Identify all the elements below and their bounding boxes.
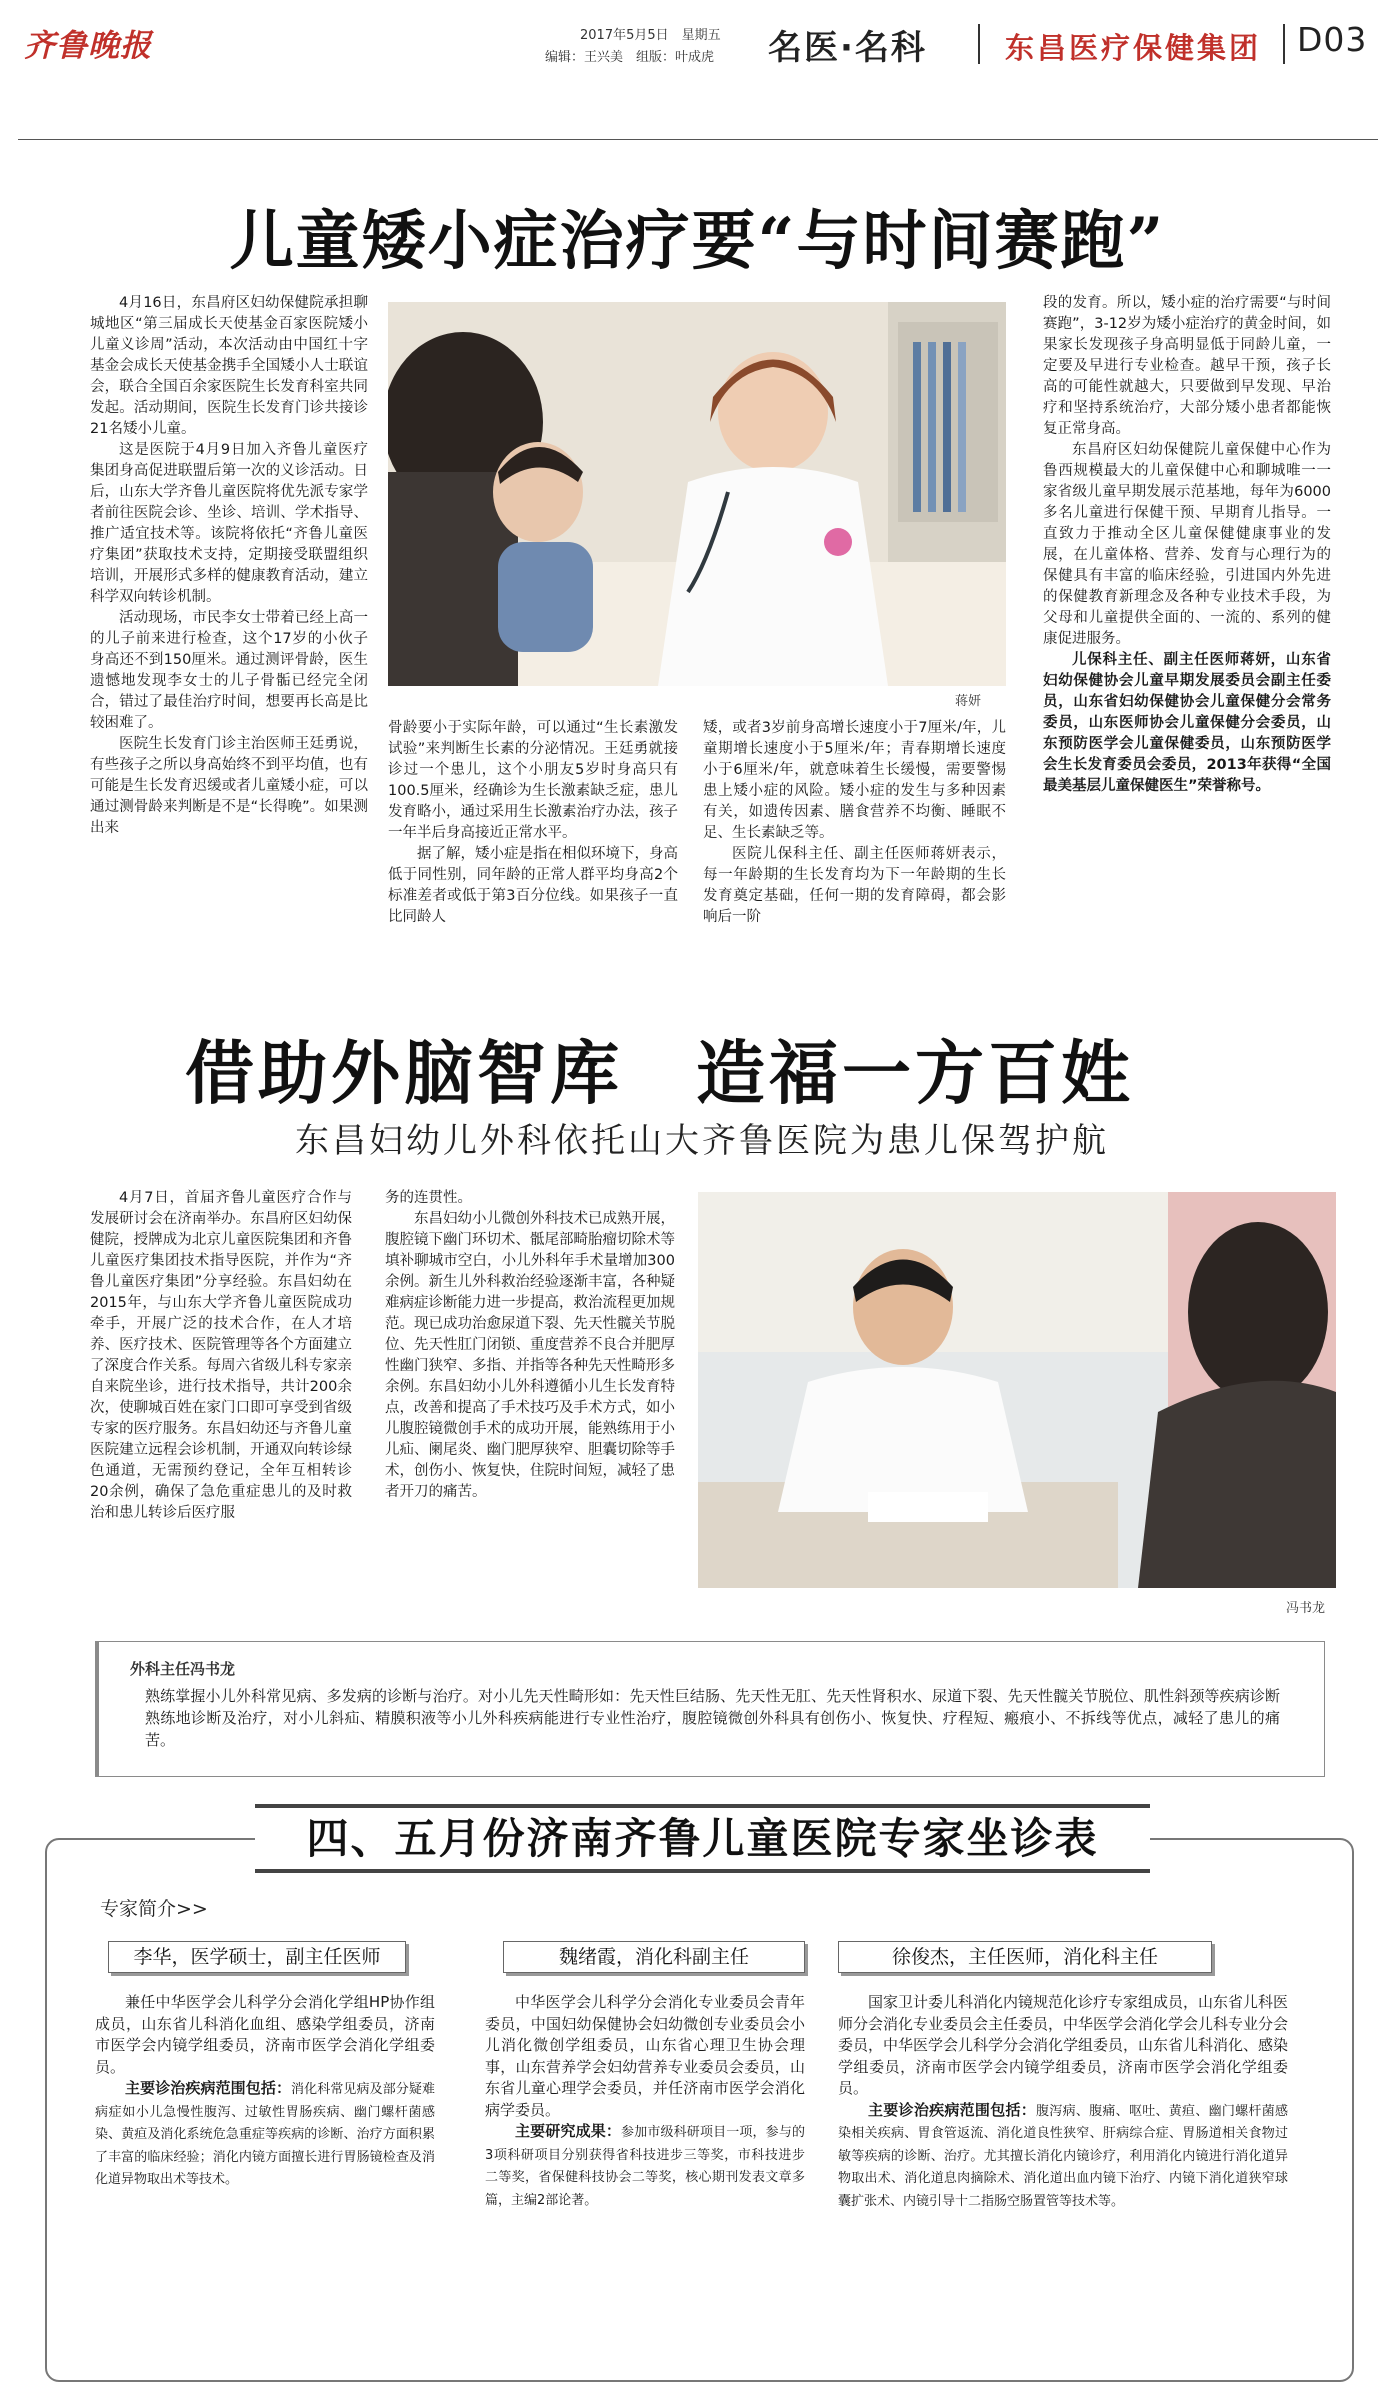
photo-credit: 冯书龙	[1286, 1601, 1326, 1616]
surgeon-consultation-photo	[698, 1192, 1336, 1588]
doctor-bio: 儿保科主任、副主任医师蒋妍，山东省妇幼保健协会儿童早期发展委员会副主任委员，山东省妇幼保健协会儿童保健分会常务委员，山东医师协会儿童保健分会委员，山东预防医学会儿童保健委员，山东预防医学会生长发育委员会委员，2013年获得“全国最美基层儿童保健医生”荣誉称号。	[1043, 652, 1331, 794]
article2-column-1	[90, 1188, 352, 1524]
paragraph: 活动现场，市民李女士带着已经上高一的儿子前来进行检查，这个17岁的小伙子身高还不到150厘米。通过测评骨龄，医生遗憾地发现李女士的儿子骨骺已经完全闭合，错过了最佳治疗时间，想要再长高是比较困难了。	[90, 610, 368, 731]
masthead-divider	[978, 24, 980, 64]
article1-headline: 儿童矮小症治疗要“与时间赛跑”	[229, 204, 1166, 279]
page-number: D03	[1297, 20, 1368, 59]
surgeon-profile-text	[145, 1685, 1280, 1751]
doctor-bio: 国家卫计委儿科消化内镜规范化诊疗专家组成员，山东省儿科医师分会消化专业委员会主任委员，中华医学会消化学会儿科专业分会委员，中华医学会儿科学分会消化学组委员，山东省儿科消化、感染学组委员，济南市医学会内镜学组委员，济南市医学会消化学组委员。	[838, 1993, 1289, 2097]
banner-rule	[255, 1869, 1150, 1873]
paragraph: 4月16日，东昌府区妇幼保健院承担聊城地区“第三届成长天使基金百家医院矮小儿童义诊周”活动，本次活动由中国红十字基金会成长天使基金携手全国矮小人士联谊会，联合全国百余家医院生长发育科室共同发起。活动期间，医院生长发育门诊共接诊21名矮小儿童。	[90, 295, 368, 437]
doctor-name-li-hua: 李华，医学硕士，副主任医师	[108, 1941, 406, 1973]
masthead-divider	[1283, 24, 1285, 64]
paragraph: 东昌妇幼小儿微创外科技术已成熟开展，腹腔镜下幽门环切术、骶尾部畸胎瘤切除术等填补聊城市空白，小儿外科年手术量增加300余例。新生儿外科救治经验逐渐丰富，各种疑难病症诊断能力进一步提高，救治流程更加规范。现已成功治愈尿道下裂、先天性髋关节脱位、先天性肛门闭锁、重度营养不良合并肥厚性幽门狭窄、多指、并指等各种先天性畸形多余例。东昌妇幼小儿外科遵循小儿生长发育特点，改善和提高了手术技巧及手术方式，如小儿腹腔镜微创手术的成功开展，能熟练用于小儿疝、阑尾炎、幽门肥厚狭窄、胆囊切除等手术，创伤小、恢复快，住院时间短，减轻了患者开刀的痛苦。	[385, 1211, 675, 1500]
issue-date: 2017年5月5日 星期五	[580, 28, 721, 43]
research-detail: 参加市级科研项目一项，参与的3项科研项目分别获得省科技进步三等奖，市科技进步二等奖，省保健科技协会二等奖，核心期刊发表文章多篇，主编2部论著。	[485, 2125, 805, 2208]
paragraph: 医院儿保科主任、副主任医师蒋妍表示，每一年龄期的生长发育均为下一年龄期的生长发育奠定基础，任何一期的发育障碍，都会影响后一阶	[703, 846, 1006, 925]
surgeon-profile-body: 熟练掌握小儿外科常见病、多发病的诊断与治疗。对小儿先天性畸形如：先天性巨结肠、先天性无肛、先天性肾积水、尿道下裂、先天性髋关节脱位、肌性斜颈等疾病诊断熟练地诊断及治疗，对小儿斜疝、精膜积液等小儿外科疾病能进行专业性治疗，腹腔镜微创外科具有创伤小、恢复快、疗程短、瘢痕小、不拆线等优点，减轻了患儿的痛苦。	[145, 1687, 1280, 1749]
article2-column-2	[385, 1188, 675, 1503]
article1-column-4	[1043, 293, 1331, 797]
photo-illustration	[388, 302, 1006, 686]
paragraph: 4月7日，首届齐鲁儿童医疗合作与发展研讨会在济南举办。东昌府区妇幼保健院，授牌成为北京儿童医院集团和齐鲁儿童医疗集团技术指导医院，并作为“齐鲁儿童医疗集团”分享经验。东昌妇幼在2015年，与山东大学齐鲁儿童医院成功牵手，开展广泛的技术合作，在人才培养、医疗技术、医院管理等各个方面建立了深度合作关系。每周六省级儿科专家亲自来院坐诊，进行技术指导，共计200余次，使聊城百姓在家门口即可享受到省级专家的医疗服务。东昌妇幼还与齐鲁儿童医院建立远程会诊机制，开通双向转诊绿色通道，无需预约登记，全年互相转诊20余例，确保了急危重症患儿的及时救治和患儿转诊后医疗服	[90, 1190, 352, 1521]
sponsor-name: 东昌医疗保健集团	[1005, 31, 1262, 65]
specialty-detail: 腹泻病、腹痛、呕吐、黄疸、幽门螺杆菌感染相关疾病、胃食管返流、消化道良性狭窄、肝病综合症、胃肠道相关食物过敏等疾病的诊断、治疗。尤其擅长消化内镜诊疗，利用消化内镜进行消化道异物取出术、消化道息肉摘除术、消化道出血内镜下治疗、内镜下消化道狭窄球囊扩张术、内镜引导十二指肠空肠置管等技术等。	[838, 2103, 1288, 2209]
research-label: 主要研究成果：	[515, 2122, 622, 2140]
specialty-detail: 消化科常见病及部分疑难病症如小儿急慢性腹泻、过敏性胃肠疾病、幽门螺杆菌感染、黄疸及消化系统危急重症等疾病的诊断、治疗方面积累了丰富的临床经验；消化内镜方面擅长进行胃肠镜检查及消化道异物取出术等技术。	[95, 2082, 435, 2187]
article1-column-3	[703, 718, 1006, 928]
photo-illustration	[698, 1192, 1336, 1588]
expert-intro-label: 专家简介>>	[100, 1898, 208, 1920]
article2-subheadline: 东昌妇幼儿外科依托山大齐鲁医院为患儿保驾护航	[295, 1121, 1109, 1161]
doctor-bio: 中华医学会儿科学分会消化专业委员会青年委员，中国妇幼保健协会妇幼微创专业委员会小儿消化微创学组委员，山东省心理卫生协会理事，山东营养学会妇幼营养专业委员会委员，山东省儿童心理学会委员，并任济南市医学会消化病学委员。	[485, 1993, 805, 2119]
specialty-label: 主要诊治疾病范围包括：	[125, 2079, 292, 2097]
article1-column-1	[90, 293, 368, 839]
paragraph: 据了解，矮小症是指在相似环境下，身高低于同性别，同年龄的正常人群平均身高2个标准差者或低于第3百分位线。如果孩子一直比同龄人	[388, 846, 678, 925]
newspaper-logo: 齐鲁晚报	[24, 28, 152, 64]
doctor-name-xu-junjie: 徐俊杰，主任医师，消化科主任	[838, 1941, 1212, 1973]
banner-rule	[255, 1804, 1150, 1808]
doctor-profile-li-hua	[95, 1992, 435, 2191]
paragraph: 这是医院于4月9日加入齐鲁儿童医疗集团身高促进联盟后第一次的义诊活动。日后，山东大学齐鲁儿童医院将优先派专家学者前往医院会诊、坐诊、培训、学术指导、推广适宜技术等。该院将依托“齐鲁儿童医疗集团”获取技术支持，定期接受联盟组织培训，开展形式多样的健康教育活动，建立科学双向转诊机制。	[90, 442, 368, 605]
photo-credit: 蒋妍	[955, 694, 982, 709]
paragraph: 骨龄要小于实际年龄，可以通过“生长素激发试验”来判断生长素的分泌情况。王廷勇就接诊过一个患儿，这个小朋友5岁时身高只有100.5厘米，经确诊为生长激素缺乏症，患儿发育略小，通过采用生长激素治疗办法，孩子一年半后身高接近正常水平。	[388, 720, 678, 841]
doctor-bio: 兼任中华医学会儿科学分会消化学组HP协作组成员，山东省儿科消化血组、感染学组委员，济南市医学会内镜学组委员，济南市医学会消化学组委员。	[95, 1993, 435, 2076]
doctor-profile-xu-junjie	[838, 1992, 1288, 2212]
doctor-name-wei-xuxia: 魏绪霞，消化科副主任	[503, 1941, 805, 1973]
paragraph: 医院生长发育门诊主治医师王廷勇说，有些孩子之所以身高始终不到平均值，也有可能是生长发育迟缓或者儿童矮小症，可以通过测骨龄来判断是不是“长得晚”。如果测出来	[90, 736, 368, 836]
doctor-examining-child-photo	[388, 302, 1006, 686]
paragraph: 务的连贯性。	[385, 1190, 472, 1206]
header-rule	[18, 139, 1378, 140]
article2-headline: 借助外脑智库 造福一方百姓	[185, 1033, 1134, 1114]
expert-schedule-title: 四、五月份济南齐鲁儿童医院专家坐诊表	[255, 1811, 1150, 1867]
paragraph: 矮，或者3岁前身高增长速度小于7厘米/年，儿童期增长速度小于5厘米/年；青春期增长速度小于6厘米/年，就意味着生长缓慢，需要警惕患上矮小症的风险。矮小症的发生与多种因素有关，如遗传因素、膳食营养不均衡、睡眠不足、生长素缺乏等。	[703, 720, 1006, 841]
section-title: 名医·名科	[768, 28, 927, 68]
surgeon-profile-title: 外科主任冯书龙	[130, 1660, 236, 1678]
paragraph: 东昌府区妇幼保健院儿童保健中心作为鲁西规模最大的儿童保健中心和聊城唯一一家省级儿童早期发展示范基地，每年为6000多名儿童进行保健干预、早期育儿指导。一直致力于推动全区儿童保健健康事业的发展，在儿童体格、营养、发育与心理行为的保健具有丰富的临床经验，引进国内外先进的保健教育新理念及各种专业技术手段，为父母和儿童提供全面的、一流的、系列的健康促进服务。	[1043, 442, 1331, 647]
doctor-profile-wei-xuxia	[485, 1992, 805, 2211]
editor-credit: 编辑：王兴美 组版：叶成虎	[545, 50, 715, 65]
article1-column-2	[388, 718, 678, 928]
paragraph: 段的发育。所以，矮小症的治疗需要“与时间赛跑”，3-12岁为矮小症治疗的黄金时间，如果家长发现孩子身高明显低于同龄儿童，一定要及早进行专业检查。越早干预，孩子长高的可能性就越大，只要做到早发现、早治疗和坚持系统治疗，大部分矮小患者都能恢复正常身高。	[1043, 295, 1331, 437]
specialty-label: 主要诊治疾病范围包括：	[868, 2100, 1037, 2119]
